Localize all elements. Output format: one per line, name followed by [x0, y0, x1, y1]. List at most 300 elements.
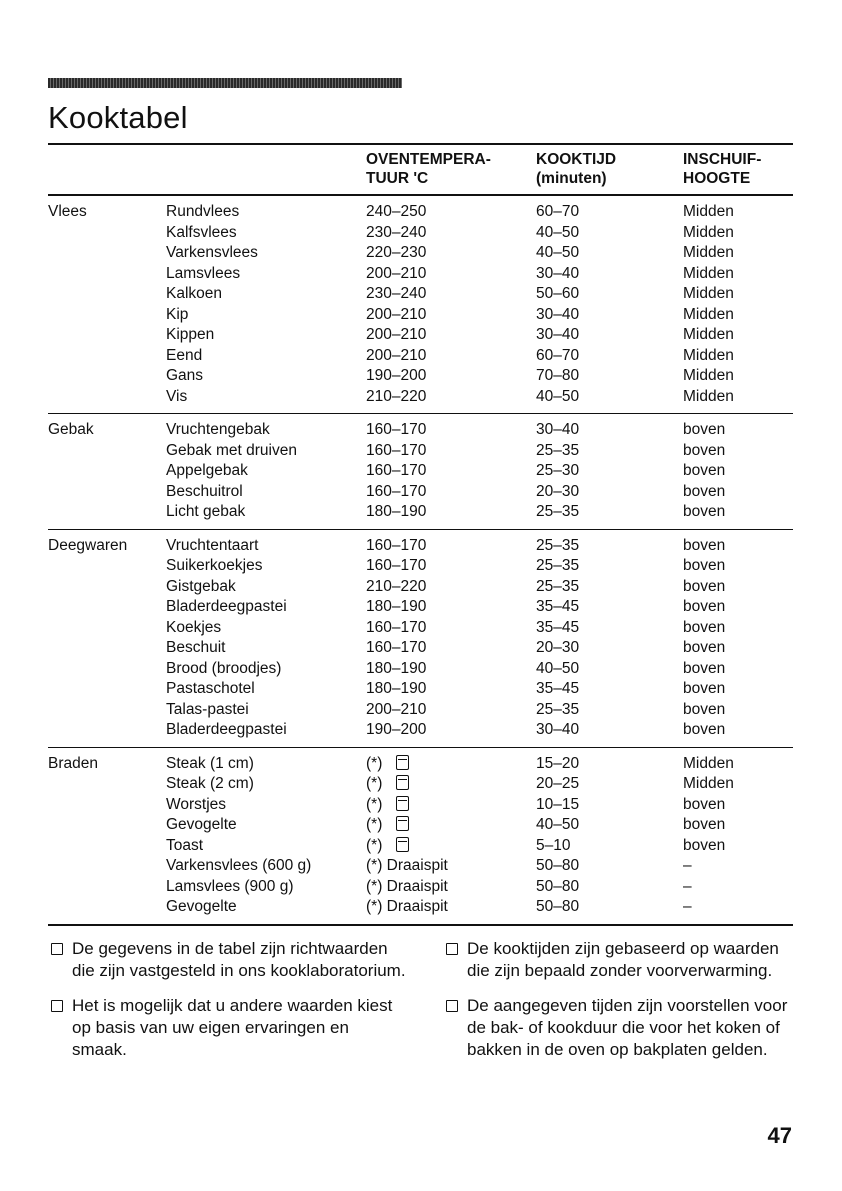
cooking-time-cell-text: 50–80 [536, 898, 580, 915]
category-cell [48, 223, 166, 244]
category-cell [48, 700, 166, 721]
table-header [48, 144, 793, 195]
temperature-cell [366, 366, 536, 387]
item-cell [166, 747, 366, 774]
shelf-position-cell [683, 346, 793, 367]
cooking-time-cell-text: 25–35 [536, 557, 580, 574]
item-cell-text: Gevogelte [166, 816, 237, 833]
cooking-time-cell-text: 25–30 [536, 462, 580, 479]
shelf-position-cell [683, 836, 793, 857]
category-cell-text: Vlees [48, 203, 87, 220]
temperature-cell [366, 441, 536, 462]
table-row [48, 795, 793, 816]
item-cell-text: Appelgebak [166, 462, 248, 479]
grill-icon [396, 755, 409, 770]
temperature-cell-text: 180–190 [366, 659, 427, 677]
shelf-position-cell [683, 877, 793, 898]
item-cell-text: Beschuitrol [166, 482, 243, 500]
shelf-position-cell [683, 441, 793, 462]
item-cell [166, 284, 366, 305]
table-row [48, 856, 793, 877]
note-text: De aangegeven tijden zijn voorstellen voor de bak- of kookduur die voor het koken of bakken in de oven op bakplaten gelden. [467, 996, 788, 1059]
temperature-cell-text: 180–190 [366, 503, 427, 520]
table-row [48, 502, 793, 529]
category-cell [48, 482, 166, 503]
shelf-position-cell [683, 529, 793, 556]
shelf-position-cell [683, 325, 793, 346]
page-title: Kooktabel [48, 100, 188, 135]
item-cell-text: Varkensvlees (600 g) [166, 857, 312, 874]
temperature-cell [366, 461, 536, 482]
shelf-position-cell [683, 638, 793, 659]
item-cell-text: Kip [166, 305, 189, 323]
cooking-time-cell-text: 5–10 [536, 836, 571, 854]
table-row [48, 414, 793, 441]
cooking-time-cell [536, 195, 683, 223]
temperature-cell-text: 160–170 [366, 421, 427, 438]
temperature-cell-text: (*) [366, 816, 383, 833]
item-cell-text: Kalkoen [166, 285, 223, 302]
item-cell [166, 305, 366, 326]
item-cell-text: Suikerkoekjes [166, 557, 263, 574]
category-cell [48, 815, 166, 836]
cooking-time-cell-text: 70–80 [536, 367, 580, 384]
cooking-time-cell-text: 60–70 [536, 203, 580, 220]
category-cell [48, 795, 166, 816]
note-item [443, 938, 793, 982]
item-cell-text: Varkensvlees [166, 244, 258, 261]
item-cell [166, 638, 366, 659]
temperature-cell-text: 200–210 [366, 326, 427, 343]
temperature-cell [366, 638, 536, 659]
shelf-position-cell-text: boven [683, 536, 726, 554]
notes-section [48, 938, 793, 1074]
temperature-cell [366, 284, 536, 305]
temperature-cell [366, 325, 536, 346]
table-row [48, 679, 793, 700]
cooking-time-cell-text: 25–35 [536, 536, 580, 554]
shelf-position-cell-text: boven [683, 462, 726, 479]
temperature-cell-text: 200–210 [366, 264, 427, 282]
shelf-position-cell [683, 556, 793, 577]
shelf-position-cell-text: Midden [683, 387, 734, 405]
item-cell-text: Bladerdeegpastei [166, 721, 287, 738]
temperature-cell-text: 210–220 [366, 577, 427, 595]
shelf-position-cell-text: boven [683, 721, 726, 738]
category-cell-text: Braden [48, 754, 98, 772]
cooking-time-cell [536, 577, 683, 598]
temperature-cell [366, 529, 536, 556]
category-cell [48, 556, 166, 577]
cooking-time-cell [536, 284, 683, 305]
item-cell-text: Gans [166, 367, 204, 384]
item-cell [166, 223, 366, 244]
temperature-cell-text: 200–210 [366, 700, 427, 718]
table-row [48, 774, 793, 795]
shelf-position-cell-text: Midden [683, 367, 734, 384]
temperature-cell [366, 195, 536, 223]
item-cell [166, 577, 366, 598]
table-row [48, 243, 793, 264]
cooking-time-cell-text: 40–50 [536, 816, 580, 833]
header-temperature: OVENTEMPERA- TUUR 'C [366, 151, 491, 187]
temperature-cell-text: (*) Draaispit [366, 857, 448, 874]
table-row [48, 618, 793, 639]
shelf-position-cell [683, 597, 793, 618]
temperature-cell-text: 230–240 [366, 223, 427, 241]
item-cell [166, 195, 366, 223]
temperature-cell-text: (*) [366, 754, 383, 772]
table-row [48, 836, 793, 857]
cooking-time-cell-text: 35–45 [536, 598, 580, 615]
table-row [48, 897, 793, 925]
table-group [48, 195, 793, 414]
category-cell [48, 897, 166, 925]
cooking-time-cell [536, 243, 683, 264]
category-cell [48, 659, 166, 680]
category-cell [48, 502, 166, 529]
table-row [48, 638, 793, 659]
temperature-cell [366, 679, 536, 700]
temperature-cell [366, 223, 536, 244]
category-cell [48, 618, 166, 639]
cooking-time-cell-text: 25–35 [536, 503, 580, 520]
shelf-position-cell [683, 414, 793, 441]
category-cell [48, 577, 166, 598]
item-cell [166, 366, 366, 387]
cooking-time-cell-text: 30–40 [536, 421, 580, 438]
category-cell [48, 264, 166, 285]
temperature-cell-text: 200–210 [366, 305, 427, 323]
item-cell [166, 414, 366, 441]
shelf-position-cell-text: boven [683, 482, 726, 500]
cooking-time-cell [536, 815, 683, 836]
shelf-position-cell [683, 195, 793, 223]
cooking-time-cell-text: 40–50 [536, 387, 580, 405]
temperature-cell-text: 160–170 [366, 639, 427, 656]
checkbox-bullet-icon [446, 943, 458, 955]
cooking-table [48, 143, 793, 926]
cooking-time-cell [536, 774, 683, 795]
item-cell-text: Rundvlees [166, 203, 240, 220]
item-cell-text: Kalfsvlees [166, 223, 237, 241]
category-cell [48, 284, 166, 305]
category-cell [48, 836, 166, 857]
category-cell-text: Deegwaren [48, 536, 128, 554]
temperature-cell [366, 720, 536, 747]
cooking-time-cell-text: 30–40 [536, 326, 580, 343]
shelf-position-cell [683, 700, 793, 721]
table-row [48, 346, 793, 367]
shelf-position-cell-text: Midden [683, 244, 734, 261]
cooking-time-cell [536, 305, 683, 326]
cooking-time-cell [536, 223, 683, 244]
table-row [48, 223, 793, 244]
temperature-cell [366, 243, 536, 264]
header-cooking-time: KOOKTIJD (minuten) [536, 151, 617, 187]
temperature-cell [366, 897, 536, 925]
shelf-position-cell [683, 243, 793, 264]
cooking-time-cell [536, 529, 683, 556]
cooking-time-cell [536, 877, 683, 898]
item-cell-text: Kippen [166, 326, 215, 343]
title-decoration-bar [48, 78, 402, 88]
notes-column-left [48, 938, 406, 1074]
table-row [48, 700, 793, 721]
temperature-cell [366, 597, 536, 618]
temperature-cell [366, 815, 536, 836]
cooking-time-cell-text: 20–30 [536, 482, 580, 500]
category-cell [48, 387, 166, 414]
item-cell-text: Eend [166, 346, 203, 364]
cooking-time-cell-text: 30–40 [536, 721, 580, 738]
cooking-time-cell-text: 40–50 [536, 244, 580, 261]
note-item [48, 938, 406, 982]
item-cell [166, 700, 366, 721]
temperature-cell [366, 264, 536, 285]
cooking-time-cell-text: 30–40 [536, 305, 580, 323]
table-row [48, 577, 793, 598]
category-cell [48, 461, 166, 482]
item-cell [166, 815, 366, 836]
category-cell [48, 195, 166, 223]
cooking-time-cell [536, 897, 683, 925]
item-cell-text: Beschuit [166, 639, 226, 656]
shelf-position-cell [683, 720, 793, 747]
shelf-position-cell-text: Midden [683, 754, 734, 772]
item-cell-text: Vruchtengebak [166, 421, 270, 438]
cooking-time-cell [536, 387, 683, 414]
shelf-position-cell [683, 482, 793, 503]
temperature-cell [366, 774, 536, 795]
shelf-position-cell-text: boven [683, 618, 726, 636]
table-row [48, 659, 793, 680]
table-row [48, 747, 793, 774]
cooking-time-cell [536, 325, 683, 346]
temperature-cell-text: 160–170 [366, 482, 427, 500]
shelf-position-cell [683, 502, 793, 529]
shelf-position-cell-text: Midden [683, 346, 734, 364]
cooking-time-cell [536, 836, 683, 857]
checkbox-bullet-icon [446, 1000, 458, 1012]
shelf-position-cell-text: boven [683, 441, 726, 459]
shelf-position-cell [683, 577, 793, 598]
cooking-time-cell-text: 40–50 [536, 223, 580, 241]
category-cell [48, 325, 166, 346]
shelf-position-cell [683, 223, 793, 244]
cooking-time-cell-text: 35–45 [536, 680, 580, 697]
shelf-position-cell [683, 618, 793, 639]
temperature-cell-text: 220–230 [366, 244, 427, 261]
cooking-time-cell-text: 20–30 [536, 639, 580, 656]
item-cell-text: Toast [166, 836, 204, 854]
temperature-cell [366, 502, 536, 529]
temperature-cell-text: (*) [366, 775, 383, 792]
category-cell [48, 747, 166, 774]
item-cell-text: Licht gebak [166, 503, 246, 520]
category-cell [48, 679, 166, 700]
cooking-time-cell-text: 25–35 [536, 577, 580, 595]
temperature-cell-text: 180–190 [366, 680, 427, 697]
category-cell [48, 774, 166, 795]
table-row [48, 264, 793, 285]
checkbox-bullet-icon [51, 943, 63, 955]
shelf-position-cell [683, 387, 793, 414]
table-row [48, 556, 793, 577]
temperature-cell [366, 556, 536, 577]
temperature-cell [366, 877, 536, 898]
cooking-time-cell-text: 35–45 [536, 618, 580, 636]
table-row [48, 284, 793, 305]
cooking-time-cell [536, 720, 683, 747]
category-cell [48, 597, 166, 618]
item-cell [166, 264, 366, 285]
shelf-position-cell [683, 795, 793, 816]
shelf-position-cell-text: Midden [683, 305, 734, 323]
grill-icon [396, 837, 409, 852]
item-cell [166, 387, 366, 414]
item-cell-text: Brood (broodjes) [166, 659, 282, 677]
shelf-position-cell-text: – [683, 877, 692, 895]
cooking-time-cell [536, 638, 683, 659]
shelf-position-cell [683, 659, 793, 680]
category-cell [48, 414, 166, 441]
category-cell [48, 366, 166, 387]
item-cell [166, 556, 366, 577]
cooking-time-cell [536, 556, 683, 577]
shelf-position-cell-text: boven [683, 795, 726, 813]
item-cell-text: Vruchtentaart [166, 536, 259, 554]
shelf-position-cell-text: Midden [683, 223, 734, 241]
note-text: Het is mogelijk dat u andere waarden kiest op basis van uw eigen ervaringen en smaak. [72, 996, 393, 1059]
temperature-cell [366, 577, 536, 598]
header-category [48, 144, 166, 195]
header-shelf-position: INSCHUIF- HOOGTE [683, 151, 762, 187]
temperature-cell-text: (*) Draaispit [366, 877, 448, 895]
shelf-position-cell-text: boven [683, 503, 726, 520]
table-row [48, 720, 793, 747]
temperature-cell-text: 210–220 [366, 387, 427, 405]
category-cell [48, 346, 166, 367]
header-item [166, 144, 366, 195]
temperature-cell-text: 160–170 [366, 536, 427, 554]
temperature-cell-text: (*) [366, 795, 383, 813]
cooking-time-cell [536, 700, 683, 721]
table-row [48, 325, 793, 346]
temperature-cell-text: 160–170 [366, 618, 427, 636]
table-group [48, 529, 793, 747]
cooking-time-cell [536, 482, 683, 503]
item-cell-text: Lamsvlees [166, 264, 241, 282]
item-cell [166, 774, 366, 795]
temperature-cell [366, 346, 536, 367]
item-cell [166, 441, 366, 462]
shelf-position-cell-text: boven [683, 557, 726, 574]
grill-icon [396, 775, 409, 790]
item-cell [166, 325, 366, 346]
page-number: 47 [767, 1123, 792, 1148]
shelf-position-cell-text: boven [683, 598, 726, 615]
cooking-time-cell [536, 618, 683, 639]
shelf-position-cell-text: boven [683, 836, 726, 854]
temperature-cell [366, 700, 536, 721]
item-cell [166, 795, 366, 816]
table-row [48, 529, 793, 556]
item-cell-text: Koekjes [166, 618, 222, 636]
temperature-cell-text: 240–250 [366, 203, 427, 220]
shelf-position-cell [683, 856, 793, 877]
cooking-time-cell [536, 461, 683, 482]
temperature-cell [366, 305, 536, 326]
category-cell [48, 856, 166, 877]
temperature-cell [366, 414, 536, 441]
cooking-time-cell [536, 441, 683, 462]
category-cell [48, 638, 166, 659]
item-cell [166, 482, 366, 503]
cooking-time-cell-text: 15–20 [536, 754, 580, 772]
temperature-cell [366, 795, 536, 816]
item-cell [166, 679, 366, 700]
table-row [48, 366, 793, 387]
grill-icon [396, 796, 409, 811]
temperature-cell-text: 160–170 [366, 462, 427, 479]
temperature-cell-text: 180–190 [366, 598, 427, 615]
item-cell-text: Lamsvlees (900 g) [166, 877, 294, 895]
temperature-cell [366, 482, 536, 503]
cooking-time-cell [536, 597, 683, 618]
shelf-position-cell [683, 747, 793, 774]
temperature-cell-text: 190–200 [366, 721, 427, 738]
cooking-time-cell-text: 60–70 [536, 346, 580, 364]
table-row [48, 195, 793, 223]
table-row [48, 815, 793, 836]
temperature-cell-text: 200–210 [366, 346, 427, 364]
category-cell [48, 720, 166, 747]
shelf-position-cell [683, 815, 793, 836]
item-cell-text: Worstjes [166, 795, 227, 813]
item-cell-text: Talas-pastei [166, 700, 249, 718]
cooking-time-cell-text: 20–25 [536, 775, 580, 792]
cooking-time-cell [536, 502, 683, 529]
temperature-cell-text: 160–170 [366, 441, 427, 459]
temperature-cell-text: 160–170 [366, 557, 427, 574]
note-text: De kooktijden zijn gebaseerd op waarden die zijn bepaald zonder voorverwarming. [467, 939, 779, 980]
item-cell [166, 720, 366, 747]
table-row [48, 387, 793, 414]
item-cell [166, 836, 366, 857]
temperature-cell [366, 659, 536, 680]
temperature-cell [366, 618, 536, 639]
item-cell-text: Vis [166, 387, 188, 405]
temperature-cell-text: (*) [366, 836, 383, 854]
temperature-cell-text: 230–240 [366, 285, 427, 302]
table-row [48, 482, 793, 503]
item-cell [166, 502, 366, 529]
item-cell [166, 346, 366, 367]
shelf-position-cell [683, 897, 793, 925]
shelf-position-cell-text: boven [683, 659, 726, 677]
cooking-time-cell [536, 856, 683, 877]
item-cell [166, 659, 366, 680]
item-cell-text: Pastaschotel [166, 680, 255, 697]
notes-column-right [443, 938, 793, 1074]
cooking-time-cell-text: 10–15 [536, 795, 580, 813]
shelf-position-cell [683, 264, 793, 285]
item-cell-text: Gevogelte [166, 898, 237, 915]
category-cell [48, 441, 166, 462]
cooking-time-cell [536, 795, 683, 816]
shelf-position-cell-text: boven [683, 639, 726, 656]
